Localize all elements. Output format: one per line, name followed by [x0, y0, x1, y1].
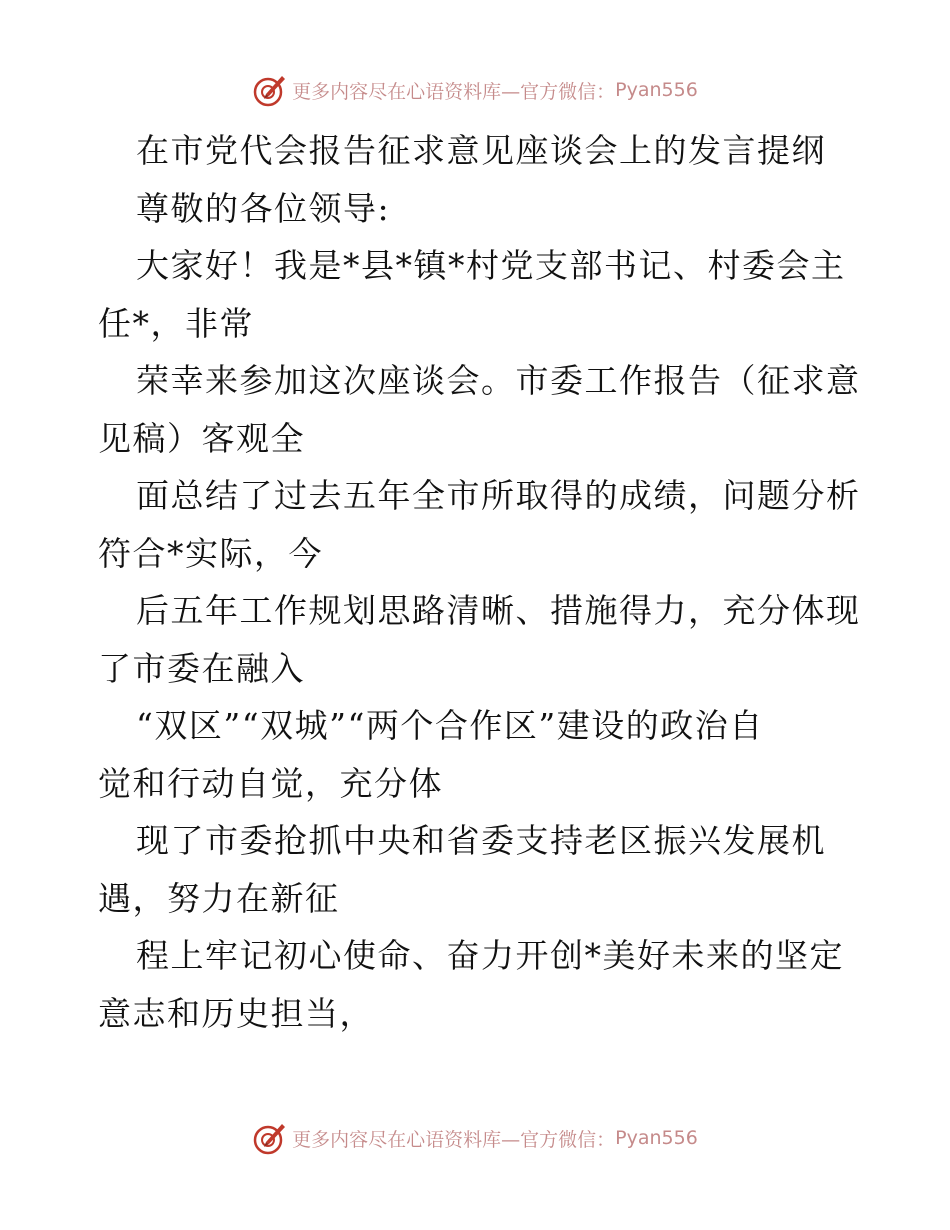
paragraph-line: “双区”“双城”“两个合作区”建设的政治自	[136, 706, 764, 745]
paragraph-line: 大家好！我是*县*镇*村党支部书记、村委会主	[136, 246, 846, 285]
watermark-text: 更多内容尽在心语资料库—官方微信：	[292, 80, 616, 103]
paragraph-line: 意志和历史担当，	[98, 993, 374, 1033]
quill-logo-icon	[252, 1120, 288, 1156]
paragraph-line: 程上牢记初心使命、奋力开创*美好未来的坚定	[136, 936, 844, 975]
paragraph-line: 现了市委抢抓中央和省委支持老区振兴发展机	[136, 821, 826, 860]
paragraph-line: 任*，非常	[98, 303, 254, 343]
paragraph-line: 面总结了过去五年全市所取得的成绩，问题分析	[136, 476, 861, 515]
watermark-id: Pyan556	[615, 1127, 698, 1149]
paragraph-line: 见稿）客观全	[98, 418, 305, 458]
watermark-text: 更多内容尽在心语资料库—官方微信：	[292, 1128, 616, 1151]
watermark-id: Pyan556	[615, 79, 698, 101]
document-body	[98, 122, 861, 1042]
header-watermark	[0, 70, 950, 110]
paragraph-line: 觉和行动自觉，充分体	[98, 763, 443, 803]
paragraph-line: 了市委在融入	[98, 648, 305, 688]
paragraph-line: 荣幸来参加这次座谈会。市委工作报告（征求意	[136, 361, 861, 400]
footer-watermark	[0, 1118, 950, 1158]
salutation: 尊敬的各位领导:	[136, 188, 391, 228]
quill-logo-icon	[252, 72, 288, 108]
paragraph-line: 符合*实际，今	[98, 533, 323, 573]
paragraph-line: 后五年工作规划思路清晰、措施得力，充分体现	[136, 591, 861, 630]
document-title: 在市党代会报告征求意见座谈会上的发言提纲	[136, 131, 826, 170]
paragraph-line: 遇，努力在新征	[98, 878, 340, 918]
